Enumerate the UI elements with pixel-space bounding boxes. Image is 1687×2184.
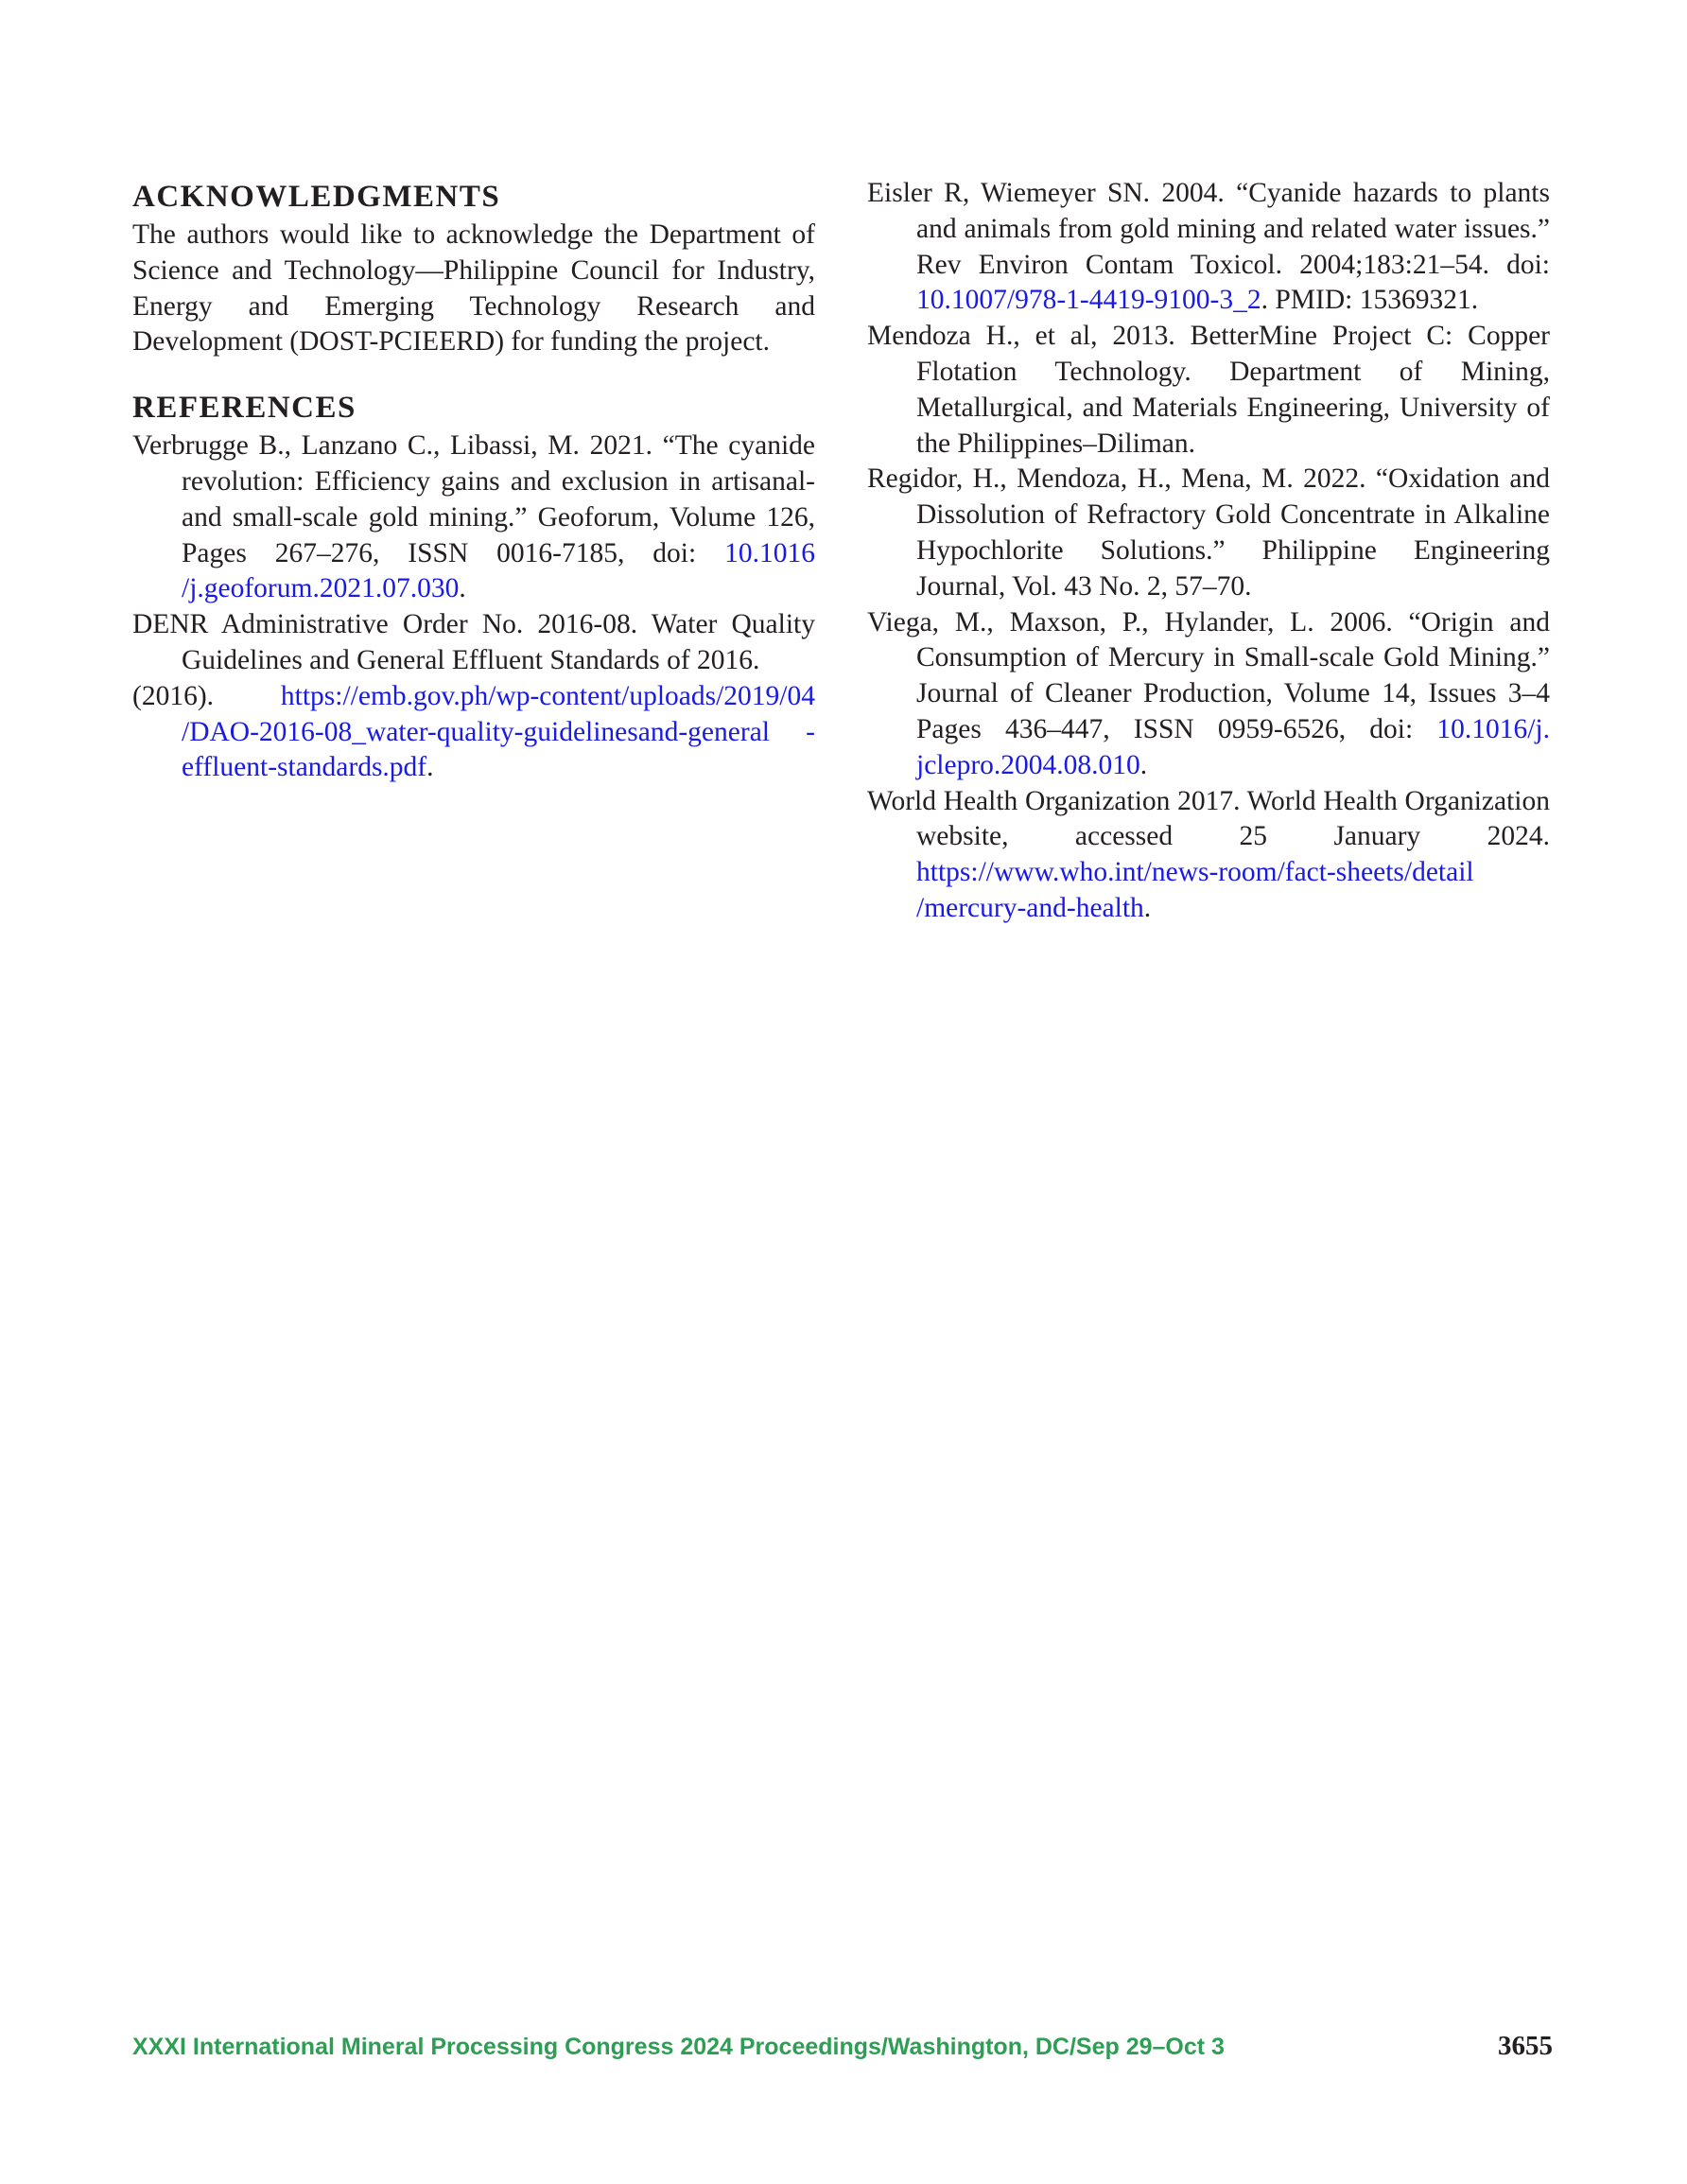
- reference-entry: [132, 679, 815, 786]
- page-number: 3655: [1498, 2031, 1553, 2061]
- reference-entry: [132, 428, 815, 607]
- reference-text: Verbrugge B., Lanzano C., Libassi, M. 2021. “The cyanide revolution: Efficiency gains and exclusion in artisanal- and small-scale gold mining.” Geoforum, Volume 126, Pages 267–276, ISSN 0016-7185, doi:: [132, 430, 815, 568]
- reference-link[interactable]: https://www.who.int/news-room/fact-sheets/detail /mercury-and-health: [916, 857, 1474, 923]
- reference-suffix: . PMID: 15369321.: [1261, 285, 1479, 316]
- reference-link[interactable]: https://emb.gov.ph/wp-content/uploads/2019/04 /DAO-2016-08_water-quality-guidelinesand-general -effluent-standards.pdf: [182, 680, 815, 783]
- reference-suffix: .: [459, 573, 466, 604]
- footer-title: XXXI International Mineral Processing Congress 2024 Proceedings/Washington, DC/Sep 29–Oct 3: [132, 2034, 1225, 2060]
- reference-entry: [867, 784, 1550, 927]
- page-footer: [132, 2031, 1553, 2071]
- right-column: [867, 176, 1550, 927]
- reference-text: Viega, M., Maxson, P., Hylander, L. 2006. “Origin and Consumption of Mercury in Small-scale Gold Mining.” Journal of Cleaner Production, Volume 14, Issues 3–4 Pages 436–447, ISSN 0959-6526, doi:: [867, 606, 1550, 744]
- reference-entry: [867, 319, 1550, 462]
- reference-text: Regidor, H., Mendoza, H., Mena, M. 2022. “Oxidation and Dissolution of Refractory Gold Concentrate in Alkaline Hypochlorite Solutions.” Philippine Engineering Journal, Vol. 43 No. 2, 57–70.: [867, 463, 1550, 602]
- reference-link[interactable]: 10.1016/j. jclepro.2004.08.010: [916, 713, 1550, 780]
- reference-entry: [867, 462, 1550, 604]
- reference-text: Mendoza H., et al, 2013. BetterMine Project C: Copper Flotation Technology. Department of Mining, Metallurgical, and Materials Engineering, University of the Philippines–Diliman.: [867, 321, 1550, 459]
- reference-suffix: .: [1139, 749, 1148, 780]
- reference-suffix: .: [426, 752, 434, 783]
- acknowledgments-heading: ACKNOWLEDGMENTS: [132, 180, 501, 214]
- references-heading: REFERENCES: [132, 391, 357, 426]
- reference-text: (2016).: [132, 680, 281, 711]
- reference-suffix: .: [1143, 892, 1152, 923]
- reference-link[interactable]: 10.1007/978-1-4419-9100-3_2: [916, 285, 1261, 316]
- left-column: [132, 176, 815, 786]
- reference-link[interactable]: 10.1016 /j.geoforum.2021.07.030: [182, 537, 815, 604]
- reference-entry: [867, 605, 1550, 784]
- reference-entry: [867, 176, 1550, 319]
- acknowledgments-text: The authors would like to acknowledge the Department of Science and Technology—Philippine Council for Industry, Energy and Emerging Technology Research and Development (DOST-PCIEERD) for funding the project.: [132, 219, 815, 358]
- reference-text: World Health Organization 2017. World Health Organization website, accessed 25 January 2024.: [867, 785, 1550, 852]
- reference-entry: [132, 607, 815, 679]
- reference-text: Eisler R, Wiemeyer SN. 2004. “Cyanide hazards to plants and animals from gold mining and related water issues.” Rev Environ Contam Toxicol. 2004;183:21–54. doi:: [867, 178, 1550, 280]
- reference-text: DENR Administrative Order No. 2016-08. Water Quality Guidelines and General Effluent Standards of 2016.: [132, 609, 815, 675]
